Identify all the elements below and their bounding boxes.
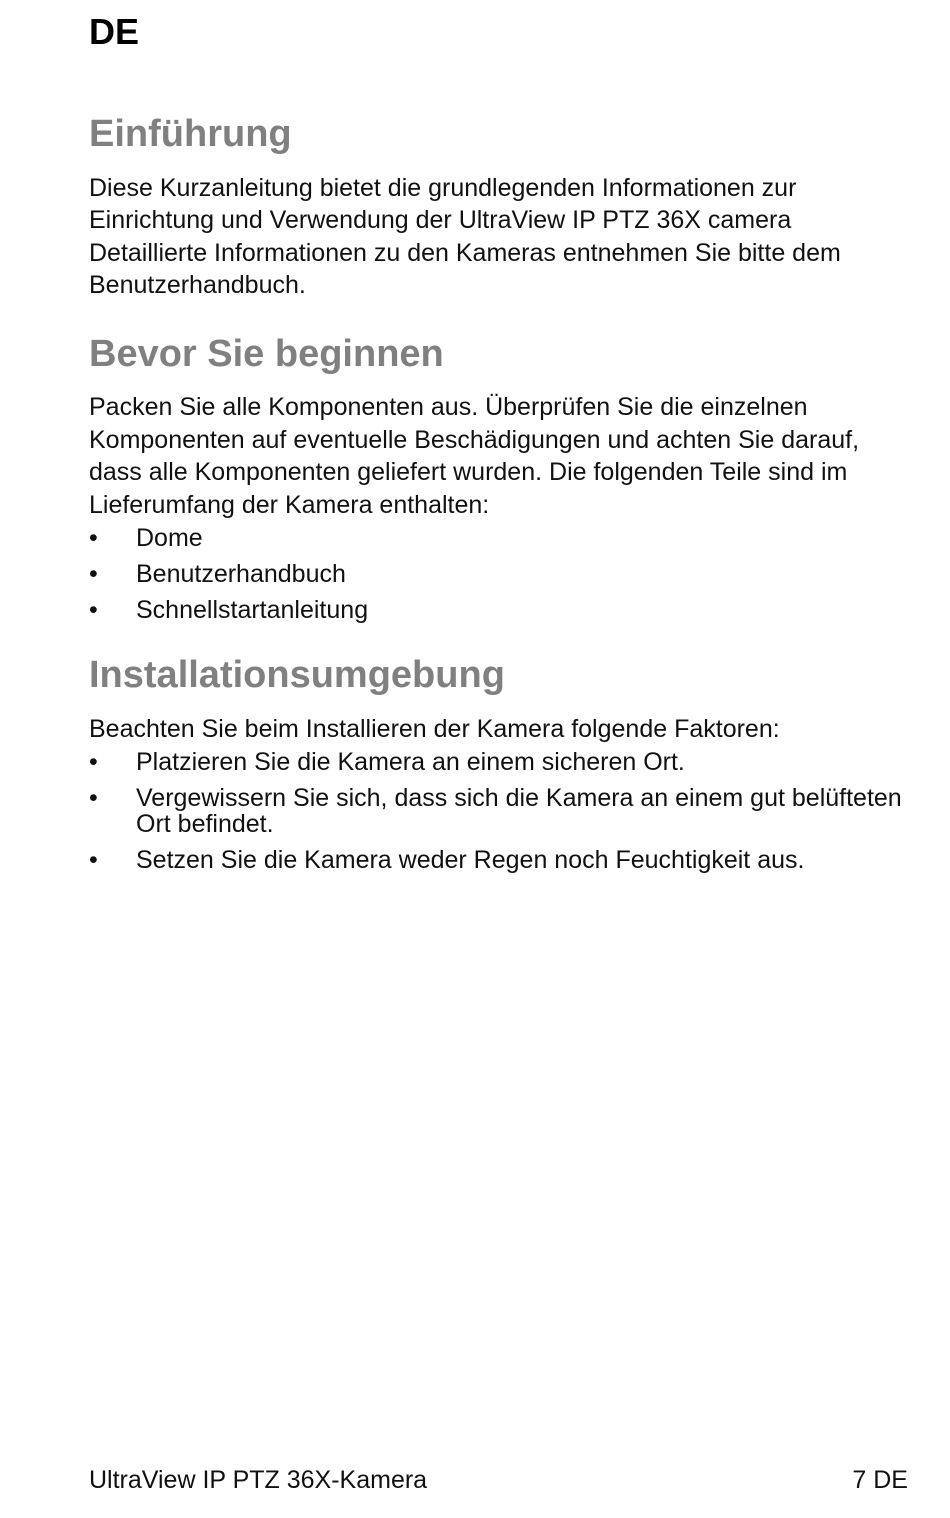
- section-paragraph: Diese Kurzanleitung bietet die grundlegenden Informationen zur Einrichtung und Verwendung der UltraView IP PTZ 36X camera Detaillierte Informationen zu den Kameras entnehmen Sie bitte dem Benutzerhandbuch.: [89, 173, 841, 300]
- list-item-text: Schnellstartanleitung: [136, 596, 369, 625]
- bullet-list: [89, 749, 909, 873]
- section-title: Installationsumgebung: [89, 654, 505, 697]
- list-item: [89, 749, 909, 775]
- list-item-text: Platzieren Sie die Kamera an einem sicheren Ort.: [136, 748, 685, 777]
- bullet-icon: •: [89, 748, 98, 777]
- page-number: 7 DE: [852, 1466, 908, 1494]
- list-item: [89, 847, 909, 873]
- language-tag: DE: [89, 11, 140, 52]
- section-paragraph: Packen Sie alle Komponenten aus. Überprüfen Sie die einzelnen Komponenten auf eventuelle Beschädigungen und achten Sie darauf, dass alle Komponenten geliefert wurden. Die folgenden Teile sind im Lieferumfang der Kamera enthalten:: [89, 393, 860, 519]
- bullet-list: [89, 525, 909, 623]
- footer-product-name: UltraView IP PTZ 36X-Kamera: [89, 1466, 428, 1494]
- list-item-text: Setzen Sie die Kamera weder Regen noch Feuchtigkeit aus.: [136, 846, 805, 875]
- document-body: [89, 112, 909, 903]
- list-item: [89, 525, 909, 551]
- list-item-text: Vergewissern Sie sich, dass sich die Kamera an einem gut belüfteten Ort befindet.: [136, 784, 902, 839]
- section-introduction: [89, 112, 909, 302]
- section-installation-environment: [89, 653, 909, 873]
- section-title: Einführung: [89, 113, 292, 155]
- bullet-icon: •: [89, 524, 98, 553]
- section-title: Bevor Sie beginnen: [89, 332, 444, 375]
- list-item: [89, 561, 909, 587]
- list-item: [89, 785, 909, 837]
- section-paragraph: Beachten Sie beim Installieren der Kamera folgende Faktoren:: [89, 714, 780, 743]
- list-item: [89, 597, 909, 623]
- list-item-text: Dome: [136, 524, 203, 553]
- list-item-text: Benutzerhandbuch: [136, 560, 346, 589]
- section-before-you-begin: [89, 332, 909, 624]
- page-footer: [89, 1466, 908, 1495]
- bullet-icon: •: [89, 784, 98, 813]
- bullet-icon: •: [89, 596, 98, 625]
- bullet-icon: •: [89, 846, 98, 875]
- bullet-icon: •: [89, 560, 98, 589]
